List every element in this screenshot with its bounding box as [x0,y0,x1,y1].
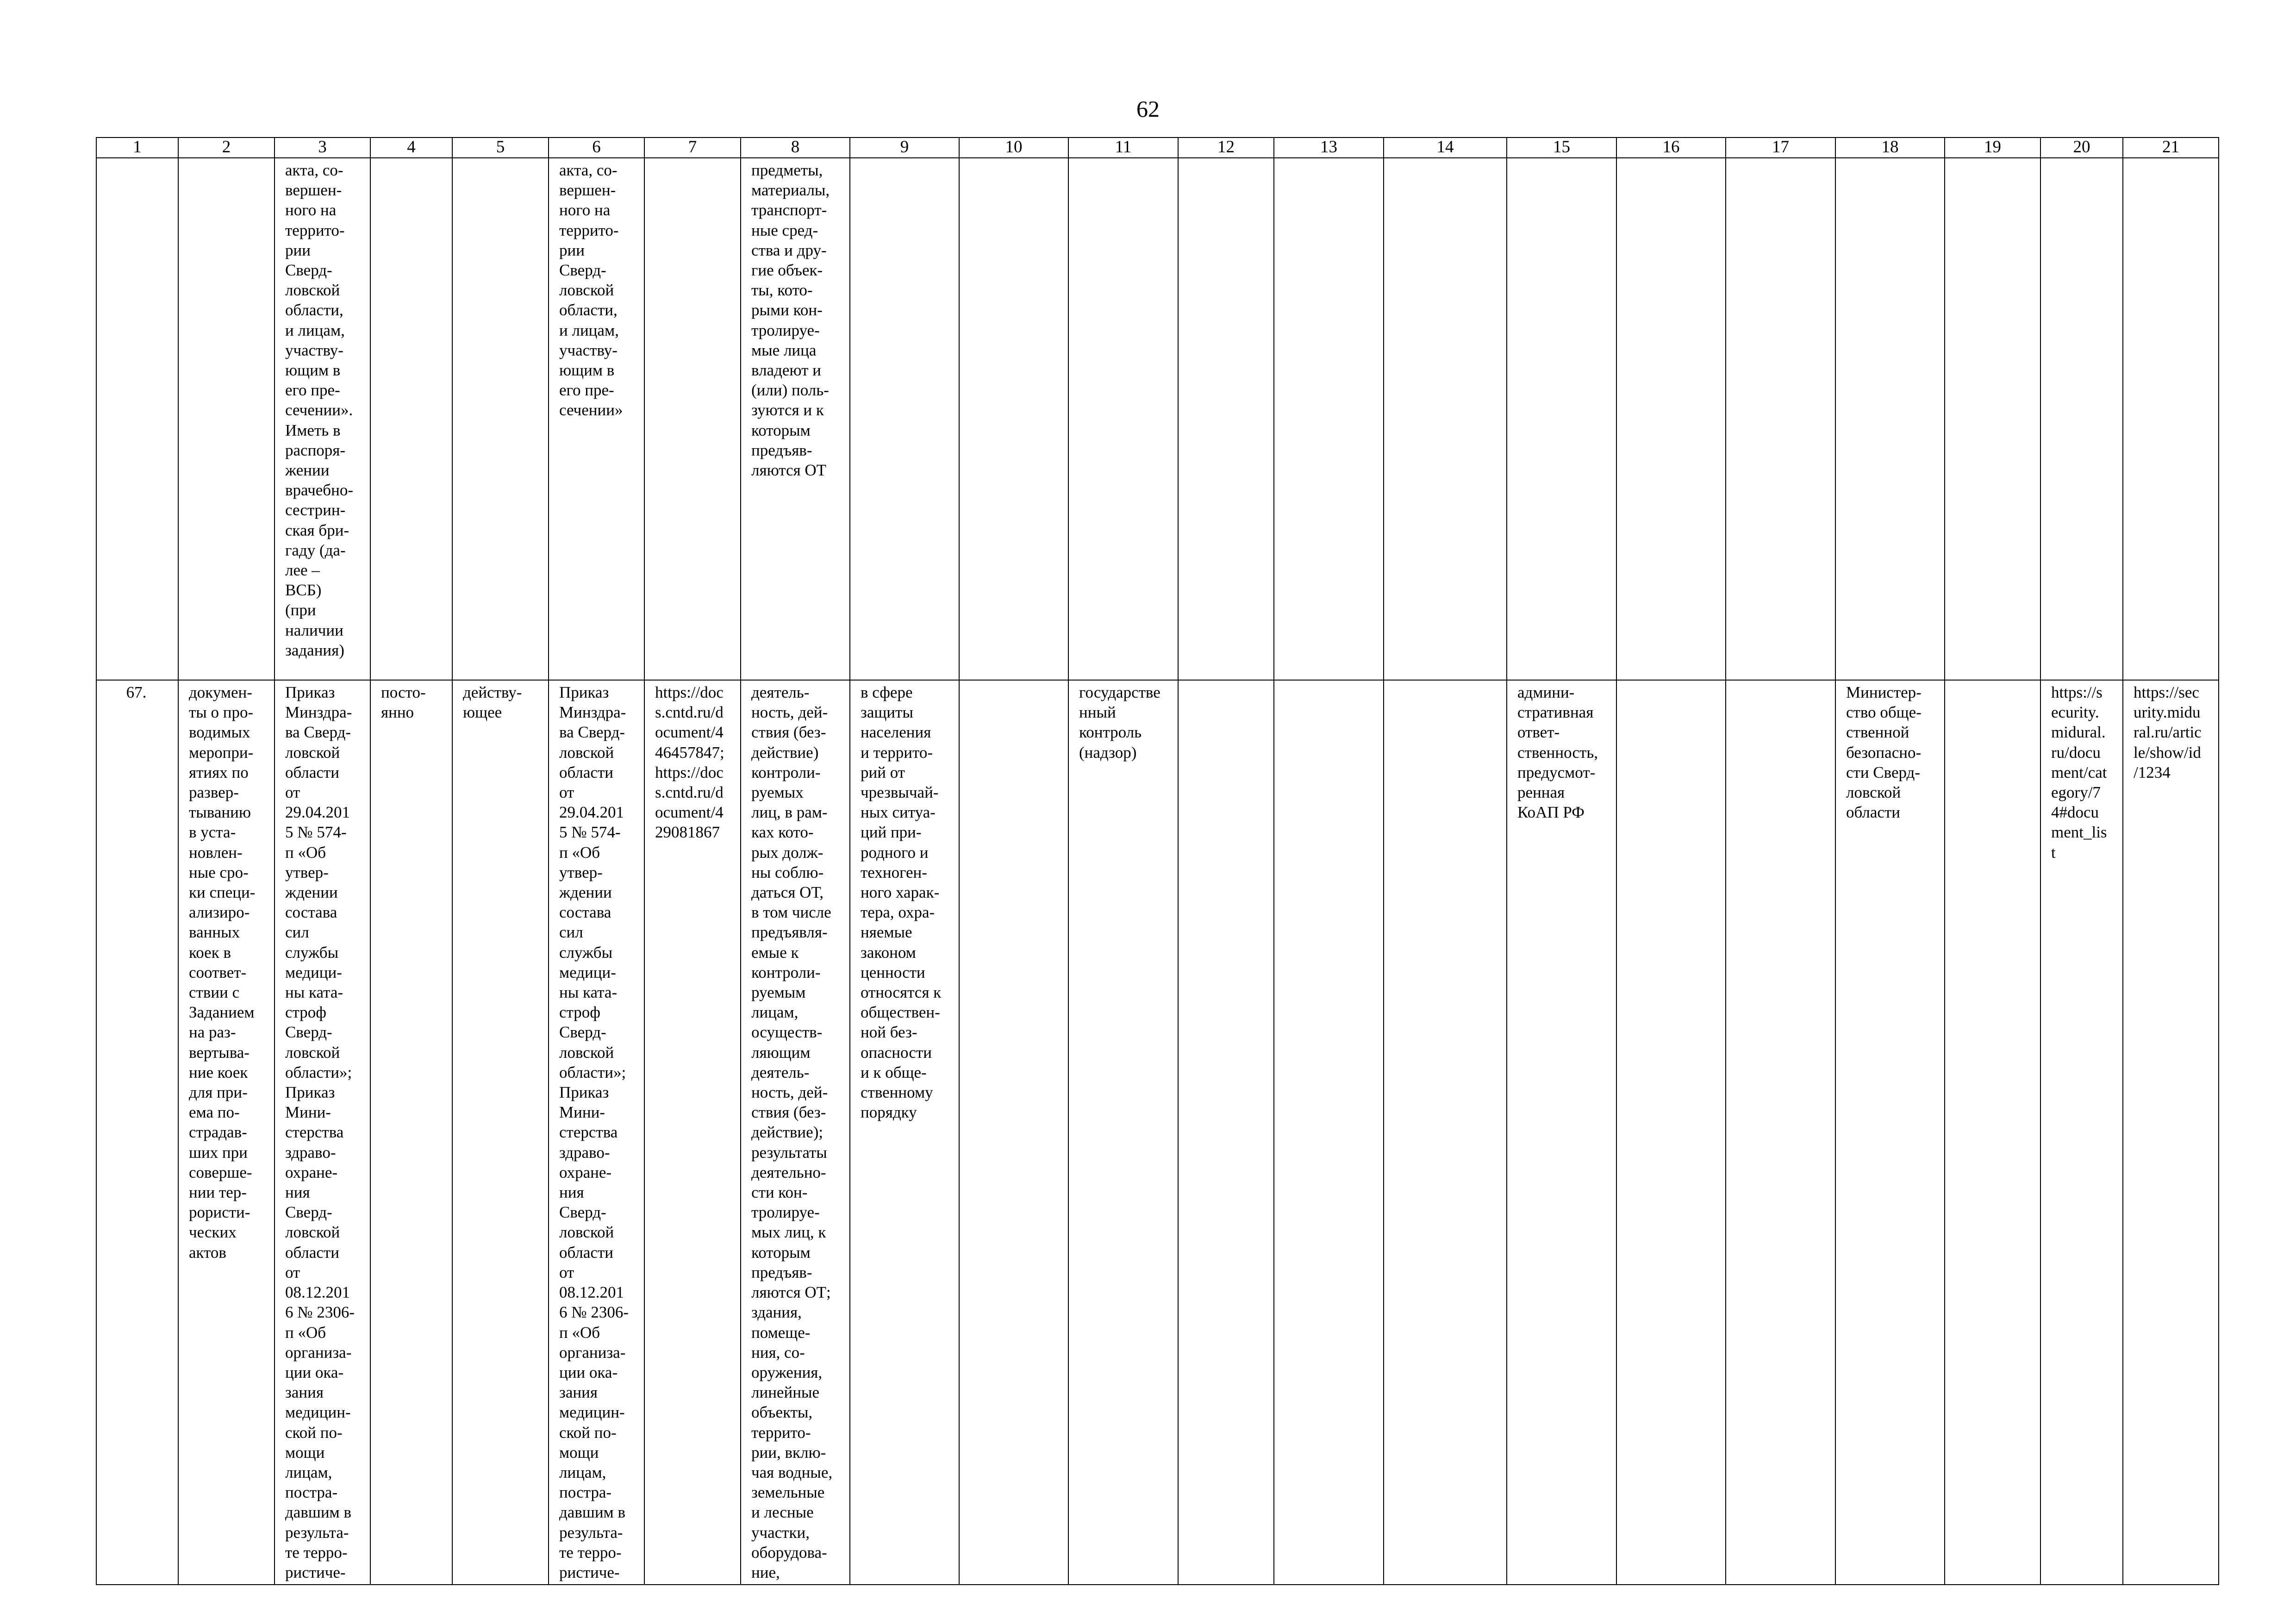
table-cell [644,158,741,680]
table-cell: докумен- ты о про- водимых меропри- ятиях по развер- тыванию в уста- новлен- ные сро- ки специ- ализиро- ванных коек в соответ- ствии с Заданием на раз- вертыва- ние коек для при- ема по- страдав- ших при соверше- нии тер- рористи- ческих актов [178,680,275,1585]
table-cell [1835,158,1945,680]
table-cell [1274,158,1384,680]
column-number-cell: 7 [644,137,741,158]
table-cell [1384,158,1507,680]
table-cell [1274,680,1384,1585]
table-cell [96,158,178,680]
table-cell: 67. [96,680,178,1585]
table-cell: https://sec urity.midu ral.ru/artic le/show/id /1234 [2123,680,2219,1585]
table-cell: Приказ Минздра- ва Сверд- ловской области от 29.04.201 5 № 574- п «Об утвер- ждении состава сил службы медици- ны ката- строф Сверд- ловской области»; Приказ Мини- стерства здраво- охране- ния Сверд- ловской области от 08.12.201 6 № 2306- п «Об организа- ции ока- зания медицин- ской по- мощи лицам, постра- давшим в результа- те терро- ристиче- [275,680,370,1585]
column-number-cell: 18 [1835,137,1945,158]
table-cell [452,158,549,680]
column-number-cell: 1 [96,137,178,158]
table-cell: посто- янно [370,680,452,1585]
table-cell [850,158,959,680]
column-number-cell: 10 [959,137,1068,158]
table-row [96,680,2219,1585]
table-cell [1068,158,1178,680]
table-cell: Приказ Минздра- ва Сверд- ловской области от 29.04.201 5 № 574- п «Об утвер- ждении состава сил службы медици- ны ката- строф Сверд- ловской области»; Приказ Мини- стерства здраво- охране- ния Сверд- ловской области от 08.12.201 6 № 2306- п «Об организа- ции ока- зания медицин- ской по- мощи лицам, постра- давшим в результа- те терро- ристиче- [549,680,644,1585]
column-number-row [96,137,2219,158]
column-number-cell: 15 [1507,137,1616,158]
table-cell [1178,158,1274,680]
column-number-cell: 16 [1616,137,1726,158]
table-cell [1945,158,2040,680]
table-row [96,158,2219,680]
table-cell [1945,680,2040,1585]
table-cell: https://doc s.cntd.ru/d ocument/4 46457847; https://doc s.cntd.ru/d ocument/4 29081867 [644,680,741,1585]
column-number-cell: 8 [741,137,850,158]
table-cell [370,158,452,680]
column-number-cell: 2 [178,137,275,158]
table-cell: в сфере защиты населения и террито- рий от чрезвычай- ных ситуа- ций при- родного и техноген- ного харак- тера, охра- няемые законом ценности относятся к обществен- ной без- опасности и к обще- ственному порядку [850,680,959,1585]
table-cell: государстве нный контроль (надзор) [1068,680,1178,1585]
table-cell [959,158,1068,680]
page-number: 62 [1136,96,1160,122]
table-cell: акта, со- вершен- ного на террито- рии Сверд- ловской области, и лицам, участву- ющим в его пре- сечении». Иметь в распоря- жении врачебно- сестрин- ская бри- гаду (да- лее – ВСБ) (при наличии задания) [275,158,370,680]
table-cell [1726,158,1835,680]
column-number-cell: 4 [370,137,452,158]
table-cell: деятель- ность, дей- ствия (без- действие) контроли- руемых лиц, в рам- ках кото- рых долж- ны соблю- даться ОТ, в том числе предъявля- емые к контроли- руемым лицам, осуществ- ляющим деятель- ность, дей- ствия (без- действие); результаты деятельно- сти кон- тролируе- мых лиц, к которым предъяв- ляются ОТ; здания, помеще- ния, со- оружения, линейные объекты, террито- рии, вклю- чая водные, земельные и лесные участки, оборудова- ние, [741,680,850,1585]
table-cell: админи- стративная ответ- ственность, предусмот- ренная КоАП РФ [1507,680,1616,1585]
table-cell [1507,158,1616,680]
table-cell: действу- ющее [452,680,549,1585]
column-number-cell: 21 [2123,137,2219,158]
table-cell [959,680,1068,1585]
table-cell [178,158,275,680]
column-number-cell: 20 [2040,137,2123,158]
column-number-cell: 13 [1274,137,1384,158]
column-number-cell: 3 [275,137,370,158]
table-cell: акта, со- вершен- ного на террито- рии Сверд- ловской области, и лицам, участву- ющим в его пре- сечении» [549,158,644,680]
table-cell [1178,680,1274,1585]
table-cell [1616,680,1726,1585]
column-number-cell: 6 [549,137,644,158]
table-cell [2040,158,2123,680]
table-cell [1726,680,1835,1585]
table-cell [1384,680,1507,1585]
table-cell [2123,158,2219,680]
column-number-cell: 12 [1178,137,1274,158]
column-number-cell: 9 [850,137,959,158]
table-cell: https://s ecurity. midural. ru/docu ment/cat egory/7 4#docu ment_lis t [2040,680,2123,1585]
column-number-cell: 17 [1726,137,1835,158]
column-number-cell: 5 [452,137,549,158]
table-cell: Министер- ство обще- ственной безопасно- сти Сверд- ловской области [1835,680,1945,1585]
column-number-cell: 11 [1068,137,1178,158]
table-cell: предметы, материалы, транспорт- ные сред- ства и дру- гие объек- ты, кото- рыми кон- тролируе- мые лица владеют и (или) поль- зуются и к которым предъяв- ляются ОТ [741,158,850,680]
registry-table [96,137,2219,1585]
column-number-cell: 19 [1945,137,2040,158]
table-cell [1616,158,1726,680]
column-number-cell: 14 [1384,137,1507,158]
